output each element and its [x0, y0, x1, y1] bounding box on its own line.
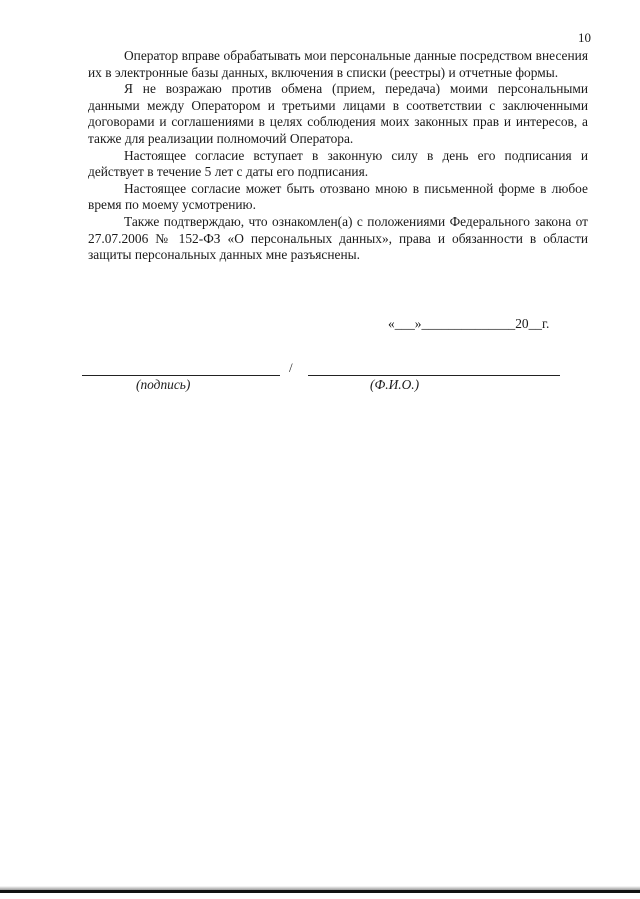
- signature-caption: (подпись): [136, 377, 191, 392]
- consent-text: [88, 48, 588, 264]
- paragraph-processing-rights: Оператор вправе обрабатывать мои персональные данные посредством внесения их в электронные базы данных, включения в списки (реестры) и отчетные формы.: [88, 48, 588, 80]
- paragraph-law-acknowledgement: Также подтверждаю, что ознакомлен(а) с положениями Федерального закона от 27.07.2006 № 152-ФЗ «О персональных данных», права и обязанности в области защиты персональных данных мне разъяснены.: [88, 213, 588, 263]
- scan-bottom-edge: [0, 890, 640, 893]
- signature-separator: /: [289, 360, 293, 375]
- paragraph-validity-period: Настоящее согласие вступает в законную силу в день его подписания и действует в течение 5 лет с даты его подписания.: [88, 147, 588, 180]
- page-number: 10: [578, 30, 591, 45]
- paragraph-revocation: Настоящее согласие может быть отозвано мною в письменной форме в любое время по моему усмотрению.: [88, 180, 588, 213]
- date-field: «___»______________20__г.: [388, 316, 550, 331]
- full-name-caption: (Ф.И.О.): [370, 377, 420, 392]
- paragraph-data-exchange: Я не возражаю против обмена (прием, передача) моими персональными данными между Оператором и третьими лицами в соответствии с заключенными договорами и соглашениями в целях соблюдения моих законных прав и интересов, а также для реализации полномочий Оператора.: [88, 81, 588, 146]
- signature-line: [82, 375, 280, 376]
- full-name-line: [308, 375, 560, 376]
